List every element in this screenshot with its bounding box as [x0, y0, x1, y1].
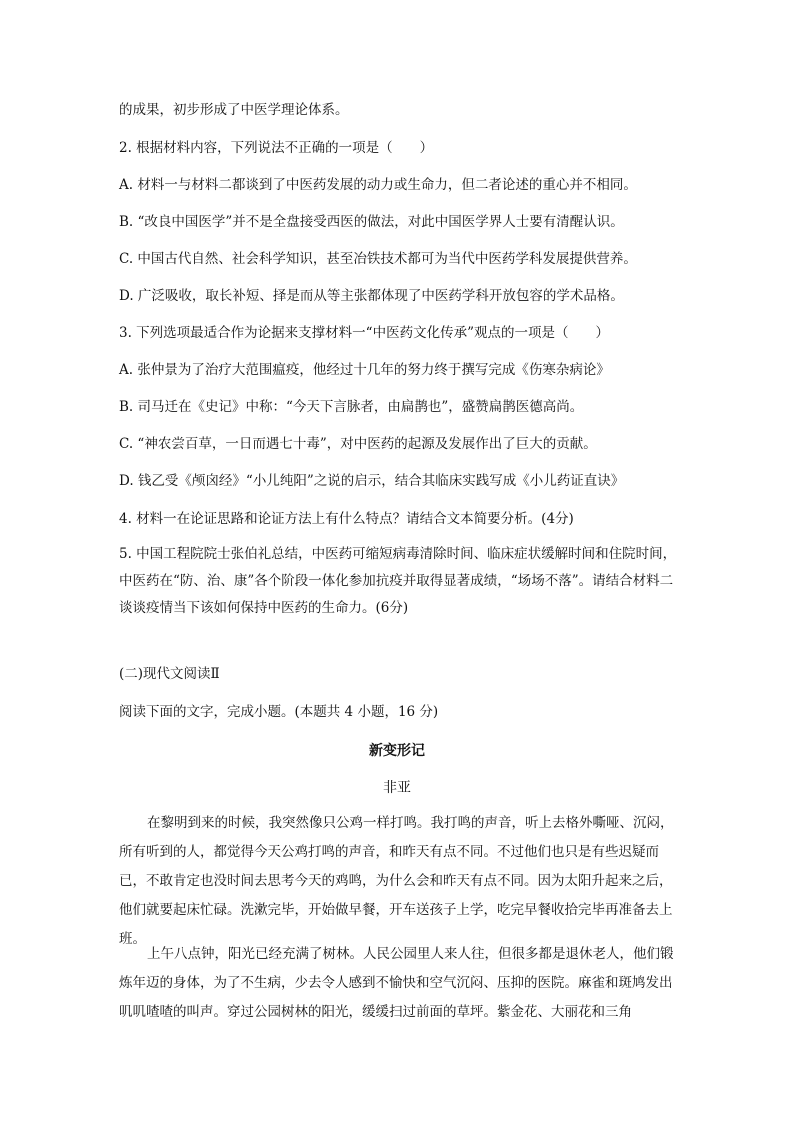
question-3-option-b: B. 司马迁在《史记》中称：“今天下言脉者，由扁鹊也”，盛赞扁鹊医德高尚。	[119, 399, 584, 415]
continuation-text: 的成果，初步形成了中医学理论体系。	[119, 102, 349, 118]
passage-author: 非亚	[383, 780, 411, 796]
question-4: 4. 材料一在论证思路和论证方法上有什么特点？请结合文本简要分析。(4分)	[119, 511, 574, 527]
question-2-option-a: A. 材料一与材料二都谈到了中医药发展的动力或生命力，但二者论述的重心并不相同。	[119, 177, 637, 193]
section-heading: (二)现代文阅读Ⅱ	[119, 666, 220, 682]
passage-paragraph-2: 上午八点钟，阳光已经充满了树林。人民公园里人来人往，但很多都是退休老人，他们锻炼年迈的身体，为了不生病，少去令人感到不愉快和空气沉闷、压抑的医院。麻雀和斑鸠发出叽叽喳喳的叫声。穿过公园树林的阳光，缓缓扫过前面的草坪。紫金花、大丽花和三角	[119, 946, 674, 1020]
question-2-option-d: D. 广泛吸收，取长补短、择是而从等主张都体现了中医药学科开放包容的学术品格。	[119, 288, 624, 304]
question-2-option-c: C. 中国古代自然、社会科学知识，甚至冶铁技术都可为当代中医药学科发展提供营养。	[119, 251, 637, 267]
question-3-option-a: A. 张仲景为了治疗大范围瘟疫，他经过十几年的努力终于撰写完成《伤寒杂病论》	[119, 362, 610, 378]
question-2-option-b: B. “改良中国医学”并不是全盘接受西医的做法，对此中国医学界人士要有清醒认识。	[119, 214, 624, 230]
passage-title: 新变形记	[369, 743, 425, 759]
question-3-stem: 3. 下列选项最适合作为论据来支撑材料一“中医药文化传承”观点的一项是（ ）	[119, 325, 609, 341]
passage-paragraph-1: 在黎明到来的时候，我突然像只公鸡一样打鸣。我打鸣的声音，听上去格外嘶哑、沉闷，所有听到的人，都觉得今天公鸡打鸣的声音，和昨天有点不同。不过他们也只是有些迟疑而已，不敢肯定也没时间去思考今天的鸡鸣，为什么会和昨天有点不同。因为太阳升起来之后，他们就要起床忙碌。洗漱完毕，开始做早餐，开车送孩子上学，吃完早餐收拾完毕再准备去上班。	[119, 815, 674, 947]
question-2-stem: 2. 根据材料内容，下列说法不正确的一项是（ ）	[119, 140, 434, 156]
section-instruction: 阅读下面的文字，完成小题。(本题共 4 小题，16 分)	[119, 704, 439, 720]
question-3-option-d: D. 钱乙受《颅囟经》“小儿纯阳”之说的启示，结合其临床实践写成《小儿药证直诀》	[119, 473, 625, 489]
question-3-option-c: C. “神农尝百草，一日而遇七十毒”，对中医药的起源及发展作出了巨大的贡献。	[119, 436, 597, 452]
question-5: 5. 中国工程院院士张伯礼总结，中医药可缩短病毒清除时间、临床症状缓解时间和住院时间，中医药在“防、治、康”各个阶段一体化参加抗疫并取得显著成绩，“场场不落”。请结合材料二谈谈疫情当下该如何保持中医药的生命力。(6分)	[119, 546, 677, 616]
